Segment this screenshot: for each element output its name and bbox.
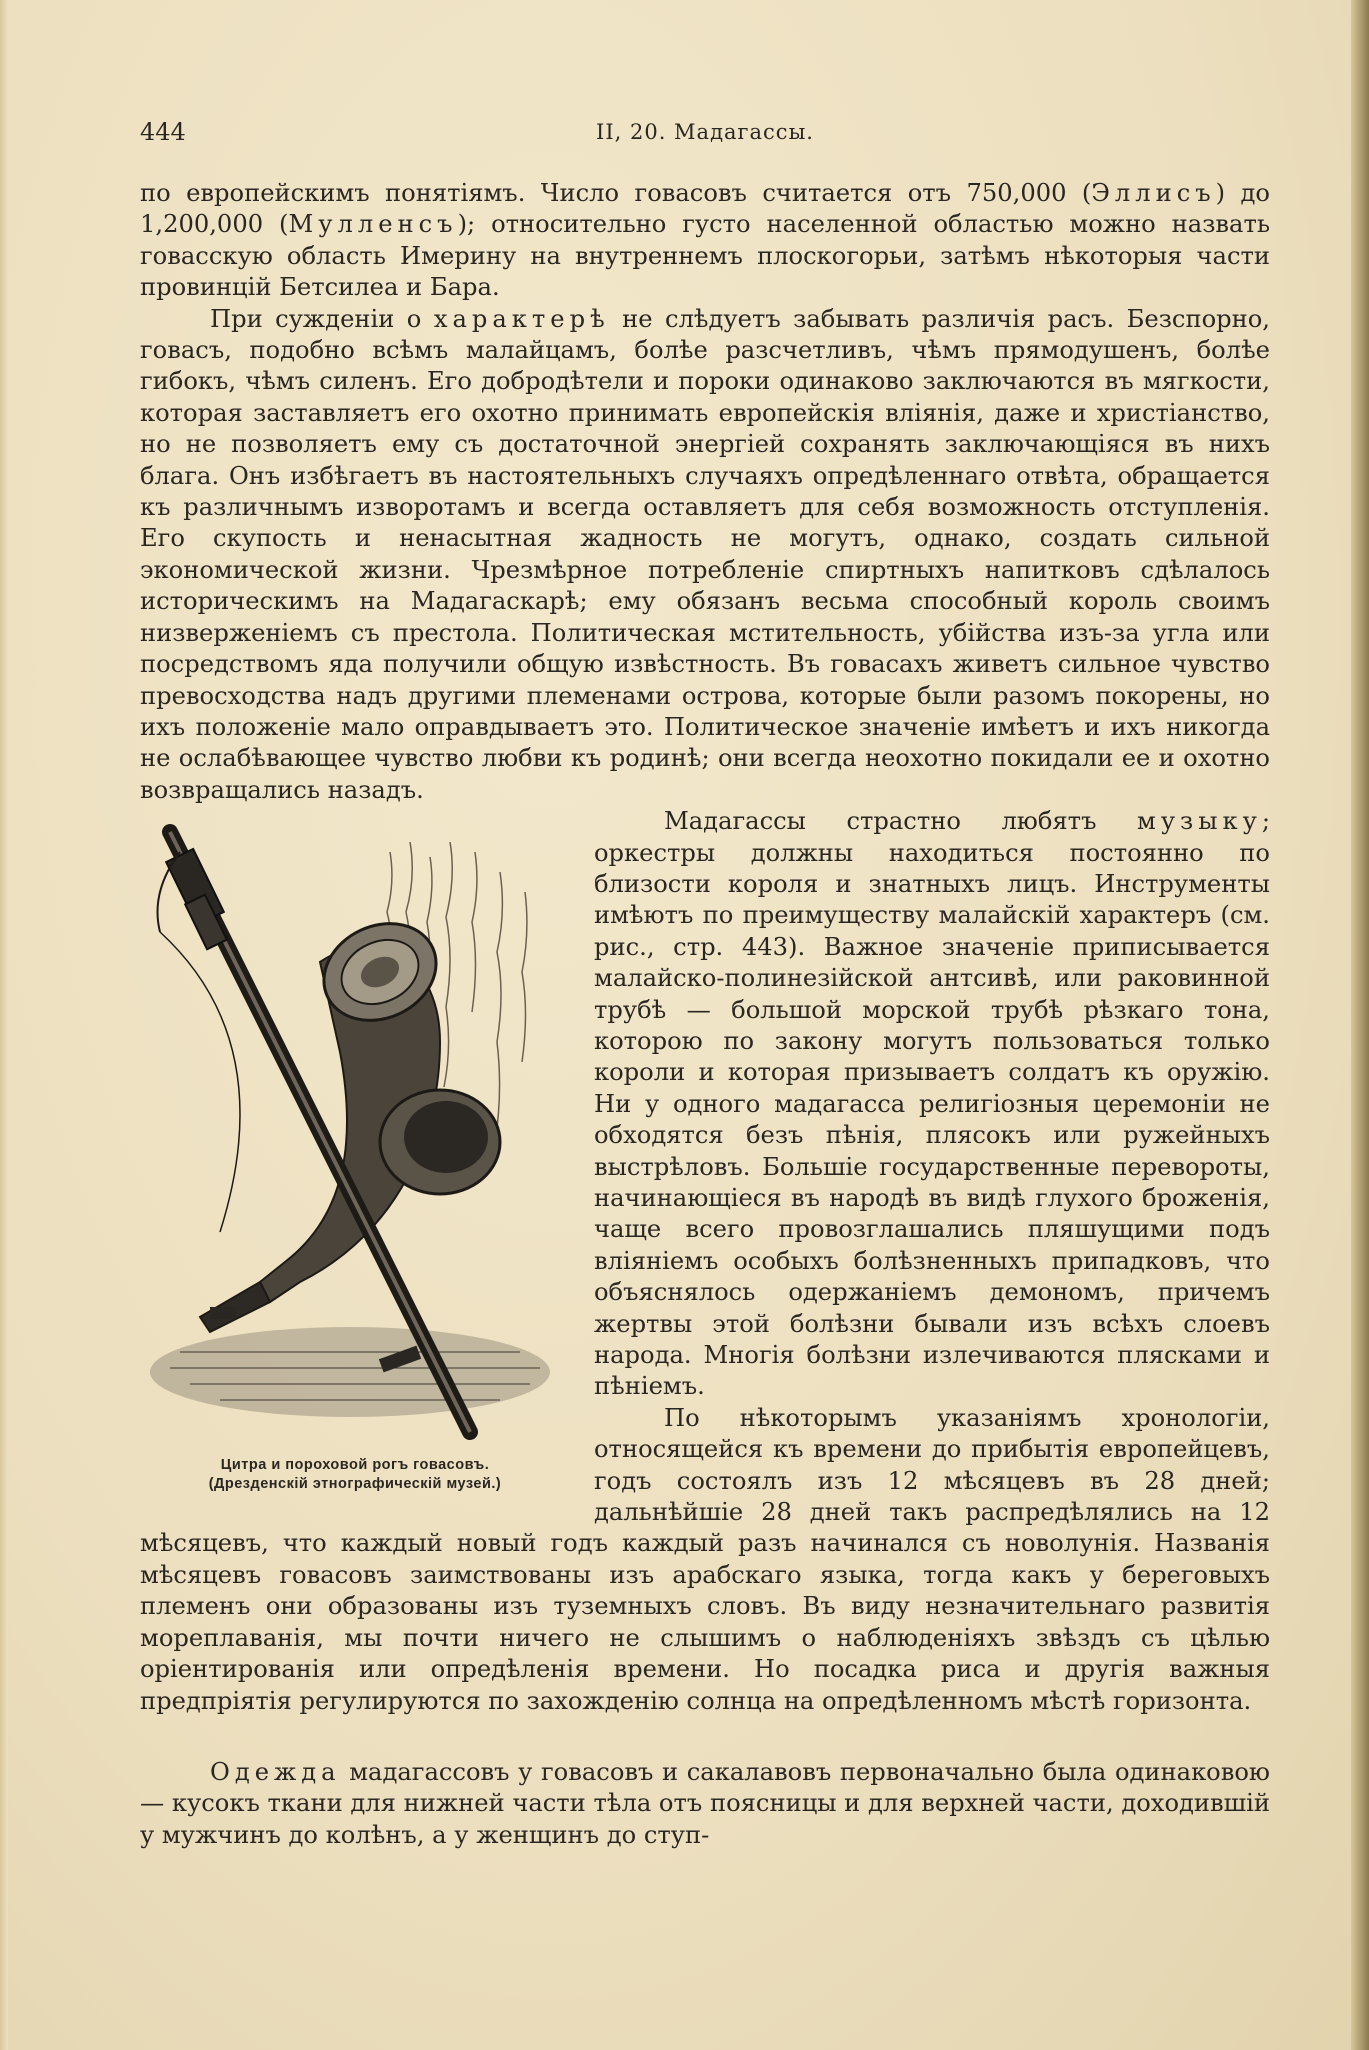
text-body — [140, 178, 1270, 1851]
page-edge-right — [1351, 0, 1369, 2050]
paragraph-3: Мадагассы страстно любятъ музыку; оркестры должны находиться постоянно по близости короля и знатныхъ лицъ. Инструменты имѣютъ по преимуществу малайскій характеръ (см. рис., стр. 443). Важное значеніе приписывается малайско-полинезійской антсивѣ, или раковинной трубѣ — большой морской трубѣ рѣзкаго тона, которою по закону могутъ пользоваться только короли и которая призываетъ солдатъ къ оружію. Ни у одного мадагасса религіозныя церемоніи не обходятся безъ пѣнія, плясокъ или ружейныхъ выстрѣловъ. Большіе государственные перевороты, начинающіеся въ народѣ въ видѣ глухого броженія, чаще всего провозглашались пляшущими подъ вліяніемъ особыхъ болѣзненныхъ припадковъ, что объяснялось одержаніемъ демономъ, причемъ жертвы этой болѣзни бывали изъ всѣхъ слоевъ народа. Многія болѣзни излечиваются плясками и пѣніемъ. — [594, 807, 1270, 1401]
caption-title: Цитра и пороховой рогъ говасовъ. — [220, 1457, 490, 1474]
paragraph-5: Одежда мадагассовъ у говасовъ и сакалавовъ первоначально была одинаковою — кусокъ ткани для нижней части тѣла отъ поясницы и для верхней части, доходившій у мужчинъ до колѣнъ, а у женщинъ до ступ- — [140, 1757, 1270, 1849]
paragraph-2: При сужденіи о характерѣ не слѣдуетъ забывать различія расъ. Безспорно, говасъ, подобно всѣмъ малайцамъ, болѣе разсчетливъ, чѣмъ прямодушенъ, болѣе гибокъ, чѣмъ силенъ. Его добродѣтели и пороки одинаково заключаются въ мягкости, которая заставляетъ его охотно принимать европейскія вліянія, даже и христіанство, но не позволяетъ ему съ достаточной энергіей сохранять заключающіяся въ нихъ блага. Онъ избѣгаетъ въ настоятельныхъ случаяхъ опредѣленнаго отвѣта, обращается къ различнымъ изворотамъ и всегда оставляетъ для себя возможность отступленія. Его скупость и ненасытная жадность не могутъ, однако, создать сильной экономической жизни. Чрезмѣрное потребленіе спиртныхъ напитковъ сдѣлалось историческимъ на Мадагаскарѣ; ему обязанъ весьма способный король своимъ низверженіемъ съ престола. Политическая мстительность, убійства изъ-за угла или посредствомъ яда получили общую извѣстность. Въ говасахъ живетъ сильное чувство превосходства надъ другими племенами острова, которые были разомъ покорены, но ихъ положеніе мало оправдываетъ это. Политическое значеніе имѣетъ и ихъ никогда не ослабѣвающее чувство любви къ родинѣ; они всегда неохотно покидали ее и охотно возвращались назадъ. — [140, 304, 1270, 804]
caption-source: (Дрезденскій этнографическій музей.) — [208, 1476, 502, 1493]
paragraph-4: По нѣкоторымъ указаніямъ хронологіи, относящейся къ времени до прибытія европейцевъ, годъ состоялъ изъ 12 мѣсяцевъ въ 28 дней; дальнѣйшіе 28 дней такъ распредѣлялись на 12 мѣсяцевъ, что каждый новый годъ каждый разъ начинался съ новолунія. Названія мѣсяцевъ говасовъ заимствованы изъ арабскаго языка, тогда какъ у береговыхъ племенъ они образованы изъ туземныхъ словъ. Въ виду незначительнаго развитія мореплаванія, мы почти ничего не слышимъ о наблюденіяхъ звѣздъ съ цѣлью оріентированія или опредѣленія времени. Но посадка риса и другія важныя предпріятія регулируются по захожденію солнца на опредѣленномъ мѣстѣ горизонта. — [140, 1403, 1270, 1715]
page-edge-left — [0, 0, 8, 2050]
section-gap — [140, 1717, 1270, 1757]
figure-caption — [140, 1456, 570, 1494]
page-header — [140, 118, 1270, 148]
running-head: II, 20. Мадагассы. — [596, 120, 814, 144]
page-number: 444 — [140, 118, 186, 146]
paragraph-1: по европейскимъ понятіямъ. Число говасовъ считается отъ 750,000 (Эллисъ) до 1,200,000 (Мулленсъ); относительно густо населенной областью можно назвать говасскую область Имерину на внутреннемъ плоскогорьи, затѣмъ нѣкоторыя части провинцій Бетсилеа и Бара. — [140, 179, 1270, 302]
zither-horn-engraving — [140, 812, 570, 1452]
illustration-zither-powder-horn — [140, 812, 570, 1512]
